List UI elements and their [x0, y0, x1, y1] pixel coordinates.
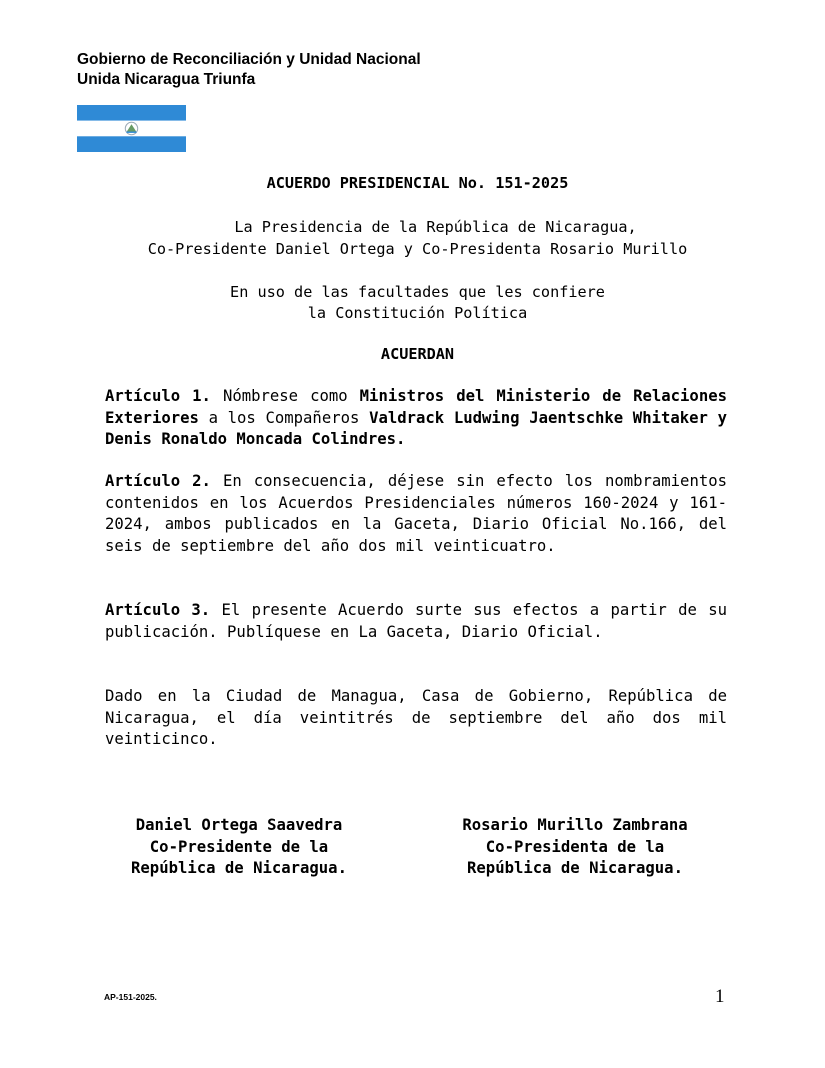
acuerdan-heading: ACUERDAN [380, 345, 455, 363]
given-statement: Dado en la Ciudad de Managua, Casa de Gobierno, República de Nicaragua, el día veintitrés de septiembre del año dos mil veinticinco. [105, 687, 727, 748]
document-title: ACUERDO PRESIDENCIAL No. 151-2025 [266, 174, 569, 192]
government-name: Gobierno de Reconciliación y Unidad Nacional [77, 51, 421, 68]
article-text: a los Compañeros [198, 408, 370, 427]
signatory-name: Daniel Ortega Saavedra [135, 816, 343, 834]
article-text: El presente Acuerdo surte sus efectos a partir de su publicación. Publíquese en La Gaceta, Diario Oficial. [105, 601, 727, 641]
article-label: Artículo 3. [105, 601, 211, 619]
signatory-country: República de Nicaragua. [467, 859, 683, 877]
signature-block-rosario-murillo [430, 815, 720, 880]
ministry-name: Ministros del Ministerio de Relaciones Exteriores [105, 387, 727, 427]
signatory-country: República de Nicaragua. [131, 859, 347, 877]
nicaragua-flag-icon [77, 105, 186, 152]
co-presidents-line: Co-Presidente Daniel Ortega y Co-Presidenta Rosario Murillo [147, 240, 688, 258]
article-label: Artículo 2. [105, 472, 211, 490]
article-label: Artículo 1. [105, 387, 211, 405]
article-1 [105, 386, 727, 451]
article-3 [105, 600, 727, 643]
appointees-names: Valdrack Ludwing Jaentschke Whitaker y Denis Ronaldo Moncada Colindres. [105, 408, 727, 448]
document-reference: AP-151-2025. [104, 992, 157, 1002]
article-text: Nómbrese como [210, 387, 360, 405]
page-number: 1 [715, 986, 725, 1007]
signature-block-daniel-ortega [100, 815, 378, 880]
article-2 [105, 471, 727, 557]
signatory-role: Co-Presidenta de la [485, 837, 665, 856]
government-slogan: Unida Nicaragua Triunfa [77, 71, 256, 88]
faculties-line: En uso de las facultades que les confiere [230, 283, 605, 301]
signatory-role: Co-Presidente de la [149, 837, 329, 856]
coat-of-arms-icon [125, 122, 137, 134]
presidency-statement [0, 216, 825, 260]
signatory-name: Rosario Murillo Zambrana [462, 816, 688, 834]
document-header [77, 50, 421, 90]
presidency-line: La Presidencia de la República de Nicaragua, [234, 218, 637, 236]
article-text: En consecuencia, déjese sin efecto los nombramientos contenidos en los Acuerdos Presidenciales números 160-2024 y 161-2024, ambos publicados en la Gaceta, Diario Oficial No.166, del seis de septiembre del año dos mil veinticuatro. [105, 472, 727, 555]
faculties-statement [0, 282, 825, 324]
constitution-line: la Constitución Política [307, 304, 528, 322]
